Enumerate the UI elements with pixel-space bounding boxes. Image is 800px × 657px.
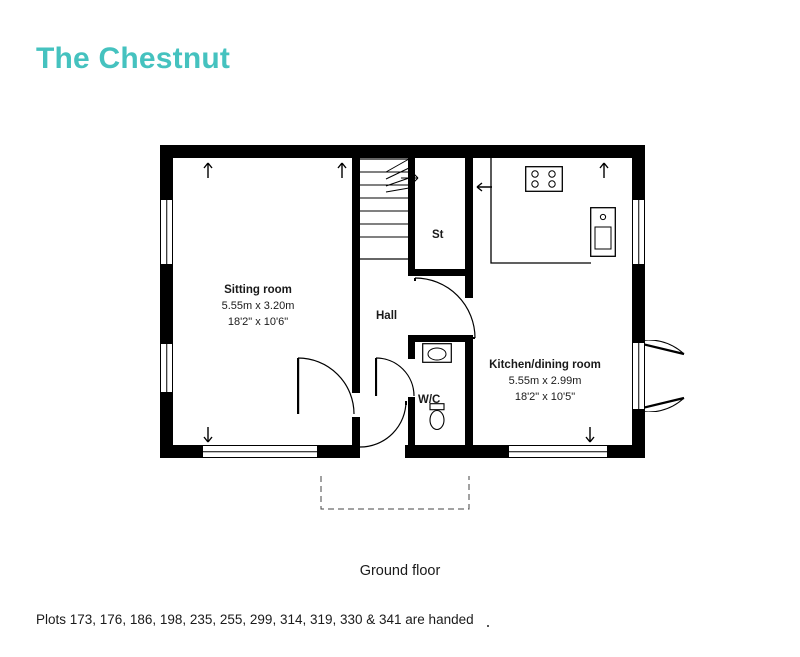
arrow-marker-kitchen-top — [598, 161, 610, 179]
room-label-store: St — [432, 229, 444, 241]
arrow-marker-kitchen-left — [475, 181, 493, 193]
arrow-marker-hall-top — [336, 161, 348, 179]
room-dim-metric: 5.55m x 3.20m — [221, 299, 295, 312]
door-hall-kitchen — [414, 277, 476, 339]
porch-outline — [487, 625, 489, 627]
room-label-hall: Hall — [376, 310, 398, 322]
window-left-upper — [160, 199, 173, 265]
page-title: The Chestnut — [36, 42, 231, 75]
toilet-icon — [428, 403, 446, 435]
arrow-marker-sitting-top — [202, 161, 214, 179]
room-label-kitchen-dining — [465, 357, 625, 406]
door-wc — [375, 357, 415, 397]
plots-note: Plots 173, 176, 186, 198, 235, 255, 299, 314, 319, 330 & 341 are handed — [36, 612, 474, 627]
room-name: Sitting room — [224, 284, 292, 296]
wc-wall-left-lower — [408, 397, 415, 458]
room-dim-metric: 5.55m x 2.99m — [508, 374, 582, 387]
door-front-entrance — [359, 400, 407, 448]
wash-basin-icon — [422, 343, 452, 363]
window-right-lower — [632, 342, 645, 410]
floor-caption: Ground floor — [359, 563, 441, 579]
hob-icon — [525, 166, 563, 192]
window-bottom-right — [508, 445, 608, 458]
door-sitting-room — [297, 357, 355, 415]
window-bottom-left — [202, 445, 318, 458]
room-label-sitting-room — [198, 282, 318, 331]
arrow-marker-sitting-bottom — [202, 426, 214, 444]
porch-dashed-outline — [320, 475, 470, 511]
exterior-wall-left — [160, 145, 173, 458]
room-name: Kitchen/dining room — [489, 359, 601, 371]
sink-icon — [590, 207, 616, 257]
room-dim-imperial: 18'2" x 10'5" — [514, 390, 576, 403]
window-left-lower — [160, 343, 173, 393]
arrow-marker-kitchen-bottom — [584, 426, 596, 444]
room-label-wc: W/C — [418, 394, 441, 406]
staircase — [356, 158, 476, 260]
floor-plan — [160, 145, 645, 495]
store-wall-bottom — [408, 269, 473, 276]
room-dim-imperial: 18'2" x 10'6" — [227, 315, 289, 328]
exterior-wall-top — [160, 145, 645, 158]
